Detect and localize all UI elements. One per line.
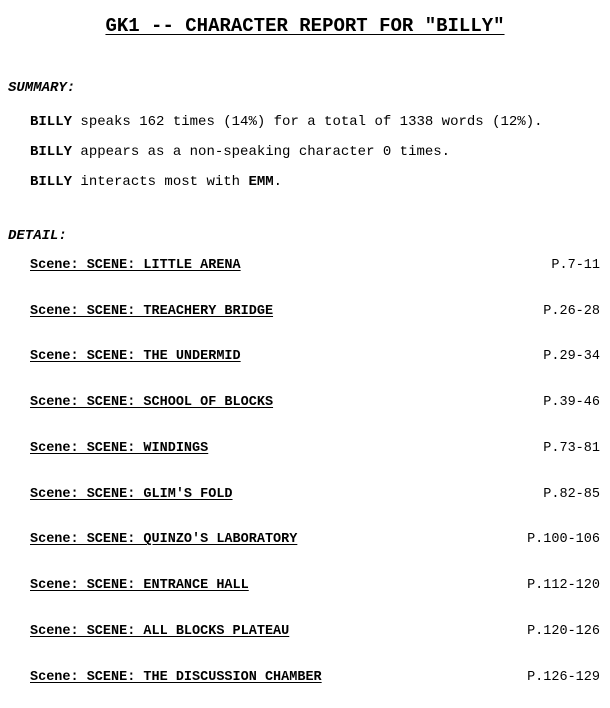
scene-row: [30, 531, 600, 549]
scene-link[interactable]: Scene: SCENE: SCHOOL OF BLOCKS: [30, 395, 274, 410]
scene-pages: P.39-46: [543, 395, 600, 410]
summary-appears-line: [30, 143, 450, 161]
scene-link[interactable]: Scene: SCENE: THE UNDERMID: [30, 349, 241, 364]
scene-pages: P.126-129: [527, 670, 600, 685]
interacts-end: .: [273, 174, 283, 190]
scene-pages: P.100-106: [527, 532, 600, 547]
report-title: [0, 14, 610, 38]
scene-link[interactable]: Scene: SCENE: WINDINGS: [30, 441, 209, 456]
scene-row: [30, 669, 600, 687]
interacts-text: interacts most with: [72, 174, 249, 190]
interacts-with-name: EMM: [248, 174, 274, 190]
scene-row: [30, 257, 600, 275]
scene-link[interactable]: Scene: SCENE: TREACHERY BRIDGE: [30, 304, 274, 319]
scene-row: [30, 394, 600, 412]
summary-speaks-line: [30, 113, 543, 131]
character-name: BILLY: [30, 144, 73, 160]
scene-link[interactable]: Scene: SCENE: THE DISCUSSION CHAMBER: [30, 670, 322, 685]
scene-link[interactable]: Scene: SCENE: ENTRANCE HALL: [30, 578, 249, 593]
speaks-text: speaks 162 times (14%) for a total of 1338 words (12%).: [72, 114, 543, 130]
scene-row: [30, 440, 600, 458]
scene-pages: P.82-85: [543, 487, 600, 502]
summary-interacts-line: [30, 173, 282, 191]
scene-link[interactable]: Scene: SCENE: QUINZO'S LABORATORY: [30, 532, 298, 547]
detail-heading: DETAIL:: [8, 228, 67, 244]
scene-row: [30, 486, 600, 504]
scene-pages: P.7-11: [551, 258, 600, 273]
report-title-text: GK1 -- CHARACTER REPORT FOR "BILLY": [105, 15, 505, 37]
scene-pages: P.29-34: [543, 349, 600, 364]
scene-pages: P.112-120: [527, 578, 600, 593]
summary-heading: SUMMARY:: [8, 80, 76, 96]
scene-link[interactable]: Scene: SCENE: ALL BLOCKS PLATEAU: [30, 624, 290, 639]
appears-text: appears as a non-speaking character 0 times.: [72, 144, 451, 160]
scene-pages: P.120-126: [527, 624, 600, 639]
scene-row: [30, 303, 600, 321]
scene-row: [30, 577, 600, 595]
scene-link[interactable]: Scene: SCENE: LITTLE ARENA: [30, 258, 241, 273]
scene-link[interactable]: Scene: SCENE: GLIM'S FOLD: [30, 487, 233, 502]
scene-row: [30, 348, 600, 366]
character-name: BILLY: [30, 114, 73, 130]
character-name: BILLY: [30, 174, 73, 190]
scene-pages: P.73-81: [543, 441, 600, 456]
scene-row: [30, 623, 600, 641]
scene-pages: P.26-28: [543, 304, 600, 319]
